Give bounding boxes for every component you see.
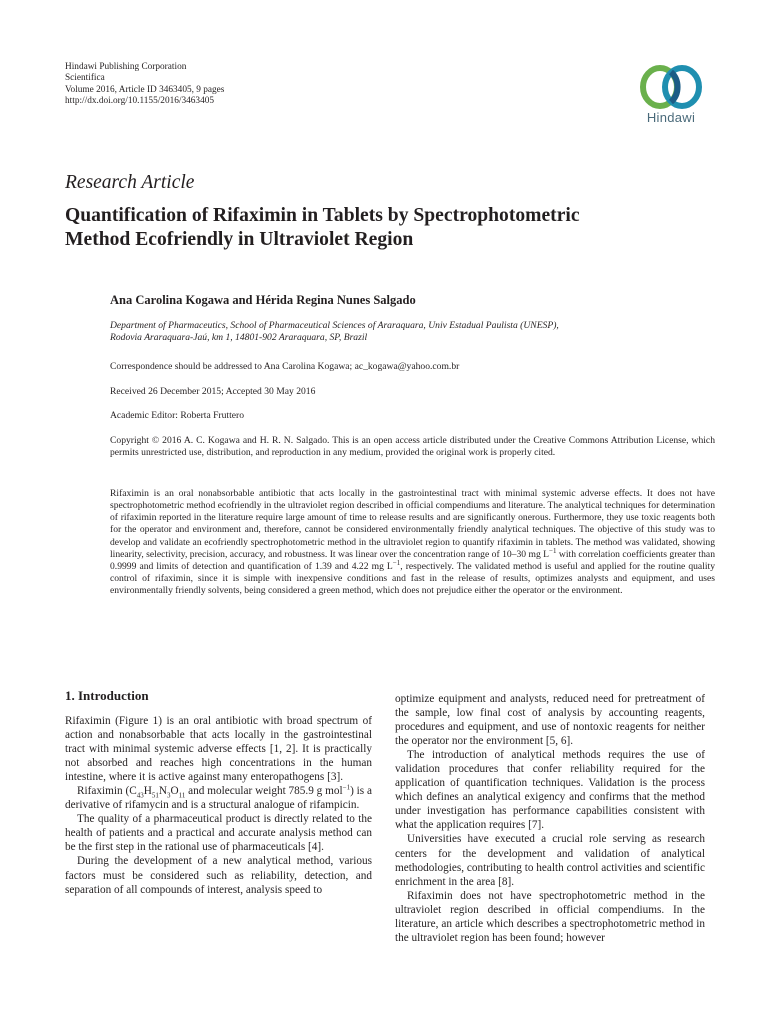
abstract-text-2: with correlation coefficients greater than 0.9999 and limits of detection and quantification of 1.39 and 4.22 mg L bbox=[110, 548, 715, 572]
paragraph-formula bbox=[65, 784, 372, 812]
article-type: Research Article bbox=[65, 172, 195, 193]
logo-wordmark: Hindawi bbox=[646, 110, 696, 125]
abstract-text-1: Rifaximin is an oral nonabsorbable antibiotic that acts locally in the gastrointestinal tract with minimal systemic adverse effects. It does not have spectrophotometric method ecofriendly in the ultraviolet region described in official compendiums and literature. The analytical techniques for determination of rifaximin reported in the literature require large amount of time to release results and are significantly onerous. Furthermore, they use toxic reagents both for the operator and environment and, therefore, cannot be considered environmentally friendly analytical techniques. The objective of this study was to develop and validate an ecofriendly spectrophotometric method in the ultraviolet region to quantify rifaximin in tablets. The method was validated, showing linearity, selectivity, precision, accuracy, and robustness. It was linear over the concentration range of 10–30 mg L bbox=[110, 488, 715, 560]
journal-info bbox=[65, 62, 224, 108]
abstract-text-3: , respectively. The validated method is useful and applied for the routine quality control of rifaximin, since it is simple with inexpensive conditions and fast in the release of results, optimizes analysts and equipment, and uses environmentally friendly solvents, being considered a green method, which does not prejudice either the operator or the environment. bbox=[110, 560, 715, 597]
text: O bbox=[170, 785, 179, 798]
copyright-notice: Copyright © 2016 A. C. Kogawa and H. R. N. Salgado. This is an open access article distributed under the Creative Commons Attribution License, which permits unrestricted use, distribution, and reproduction in any medium, provided the original work is properly cited. bbox=[110, 435, 715, 459]
text: Rifaximin (C bbox=[77, 785, 137, 798]
superscript: −1 bbox=[342, 783, 351, 792]
abstract bbox=[110, 488, 715, 597]
title-line-2: Method Ecofriendly in Ultraviolet Region bbox=[65, 229, 414, 250]
affiliation-line-1: Department of Pharmaceutics, School of Pharmaceutical Sciences of Araraquara, Univ Estadual Paulista (UNESP), bbox=[110, 320, 559, 331]
received-dates: Received 26 December 2015; Accepted 30 May 2016 bbox=[110, 386, 316, 397]
left-column bbox=[65, 714, 372, 897]
subscript: 11 bbox=[178, 791, 186, 800]
correspondence: Correspondence should be addressed to Ana Carolina Kogawa; ac_kogawa@yahoo.com.br bbox=[110, 361, 460, 372]
subscript: 3 bbox=[166, 791, 171, 800]
abstract-sup-2: −1 bbox=[392, 558, 401, 567]
text: and molecular weight 785.9 g mol bbox=[185, 785, 343, 798]
title-line-1: Quantification of Rifaximin in Tablets by Spectrophotometric bbox=[65, 205, 580, 226]
affiliation-line-2: Rodovia Araraquara-Jaú, km 1, 14801-902 Araraquara, SP, Brazil bbox=[110, 332, 368, 344]
paragraph: Rifaximin does not have spectrophotometric method in the ultraviolet region described in official compendiums. In the literature, an article which describes a spectrophotometric method in the ultraviolet region has been found; however bbox=[395, 889, 705, 944]
subscript: 51 bbox=[151, 791, 159, 800]
paragraph: optimize equipment and analysts, reduced need for pretreatment of the sample, low final cost of analysis by accounting reagents, procedures and equipment, and use of nontoxic reagents for neither the operator nor the environment [5, 6]. bbox=[395, 693, 705, 748]
academic-editor: Academic Editor: Roberta Fruttero bbox=[110, 410, 245, 421]
journal-name: Scientifica bbox=[65, 73, 105, 84]
paragraph: The quality of a pharmaceutical product is directly related to the health of patients and a practical and accurate analysis method can be the first step in the rational use of pharmaceuticals [4]. bbox=[65, 813, 372, 854]
article-title bbox=[65, 204, 715, 252]
doi-link[interactable]: http://dx.doi.org/10.1155/2016/3463405 bbox=[65, 96, 215, 107]
paragraph: Universities have executed a crucial role serving as research centers for the development and validation of analytical methodologies, contributing to health control activities and scientific enrichment in the area [8]. bbox=[395, 833, 705, 888]
right-column bbox=[395, 692, 705, 945]
paragraph: During the development of a new analytical method, various factors must be considered such as reliability, detection, and separation of all compounds of interest, analysis speed to bbox=[65, 855, 372, 896]
text: ) is a derivative of rifamycin and is a structural analogue of rifampicin. bbox=[65, 785, 373, 812]
text: H bbox=[143, 785, 152, 798]
volume-line: Volume 2016, Article ID 3463405, 9 pages bbox=[65, 84, 225, 95]
publisher-name: Hindawi Publishing Corporation bbox=[65, 62, 187, 72]
affiliation bbox=[110, 320, 715, 344]
paragraph: The introduction of analytical methods requires the use of validation procedures that confer reliability required for the application of quantification techniques. Validation is the process which defines an analytical exigency and confirms that the method under investigation has performance capabilities consistent with what the application requires [7]. bbox=[395, 749, 705, 832]
section-heading: 1. Introduction bbox=[65, 688, 149, 703]
paragraph: Rifaximin (Figure 1) is an oral antibiotic with broad spectrum of action and nonabsorbable that acts locally in the gastrointestinal tract with minimal systemic adverse effects [1, 2]. It is practically not absorbed and reaches high concentrations in the human intestine, where it is active against many enteropathogens [3]. bbox=[65, 715, 372, 784]
subscript: 43 bbox=[136, 791, 144, 800]
authors: Ana Carolina Kogawa and Hérida Regina Nunes Salgado bbox=[110, 293, 416, 307]
text: N bbox=[158, 785, 167, 798]
abstract-sup-1: −1 bbox=[549, 546, 557, 555]
